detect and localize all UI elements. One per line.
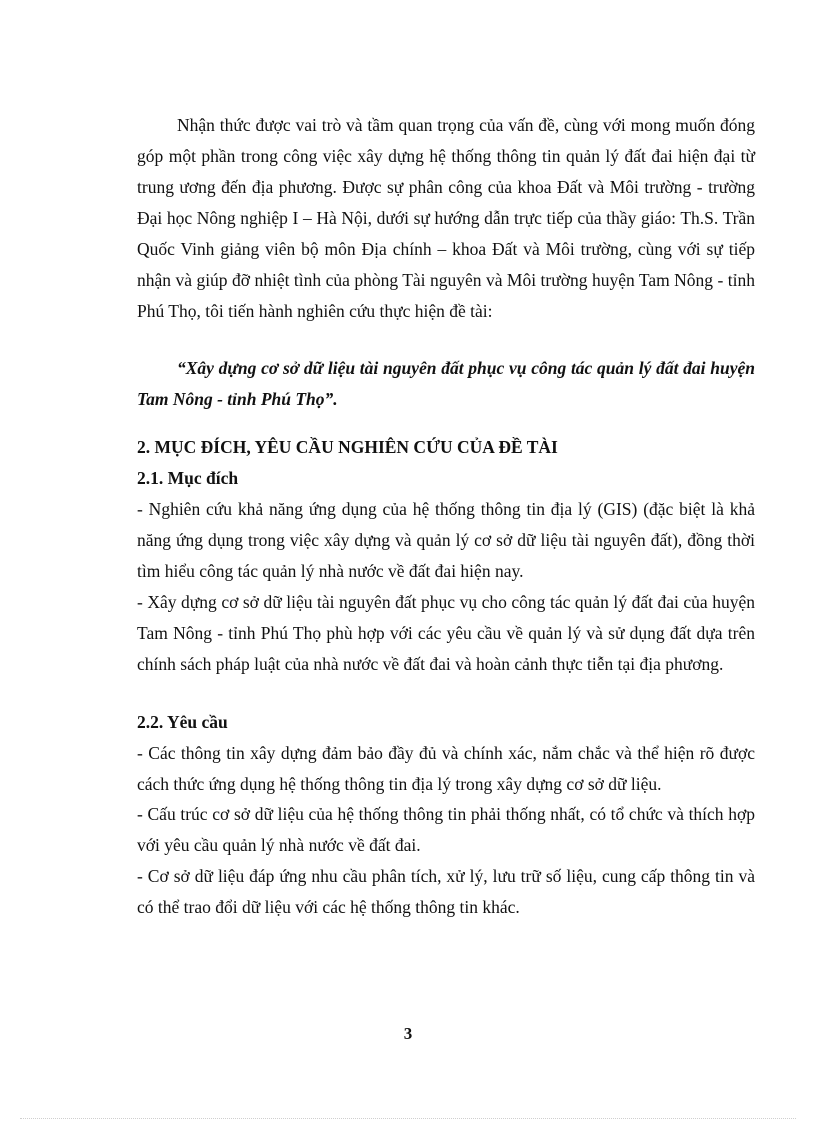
topic-title: “Xây dựng cơ sở dữ liệu tài nguyên đất phục vụ công tác quản lý đất đai huyện Tam Nông - tỉnh Phú Thọ”. xyxy=(137,358,755,409)
subsection-heading-requirements: 2.2. Yêu cầu xyxy=(137,712,228,732)
page-bottom-divider xyxy=(20,1118,796,1119)
requirement-item-1: - Các thông tin xây dựng đảm bảo đầy đủ và chính xác, nắm chắc và thể hiện rõ được cách thức ứng dụng hệ thống thông tin địa lý trong xây dựng cơ sở dữ liệu. xyxy=(137,743,755,794)
intro-paragraph: Nhận thức được vai trò và tầm quan trọng của vấn đề, cùng với mong muốn đóng góp một phần trong công việc xây dựng hệ thống thông tin quản lý đất đai hiện đại từ trung ương đến địa phương. Được sự phân công của khoa Đất và Môi trường - trường Đại học Nông nghiệp I – Hà Nội, dưới sự hướng dẫn trực tiếp của thầy giáo: Th.S. Trần Quốc Vinh giảng viên bộ môn Địa chính – khoa Đất và Môi trường, cùng với sự tiếp nhận và giúp đỡ nhiệt tình của phòng Tài nguyên và Môi trường huyện Tam Nông - tỉnh Phú Thọ, tôi tiến hành nghiên cứu thực hiện đề tài: xyxy=(137,115,755,321)
page-number: 3 xyxy=(403,1024,413,1043)
section-heading: 2. MỤC ĐÍCH, YÊU CẦU NGHIÊN CỨU CỦA ĐỀ TÀI xyxy=(137,437,558,457)
purpose-item-2: - Xây dựng cơ sở dữ liệu tài nguyên đất phục vụ cho công tác quản lý đất đai của huyện Tam Nông - tỉnh Phú Thọ phù hợp với các yêu cầu về quản lý và sử dụng đất dựa trên chính sách pháp luật của nhà nước về đất đai và hoàn cảnh thực tiễn tại địa phương. xyxy=(137,592,755,674)
subsection-heading-purpose: 2.1. Mục đích xyxy=(137,468,239,488)
requirement-item-2: - Cấu trúc cơ sở dữ liệu của hệ thống thông tin phải thống nhất, có tổ chức và thích hợp với yêu cầu quản lý nhà nước về đất đai. xyxy=(137,804,755,855)
requirement-item-3: - Cơ sở dữ liệu đáp ứng nhu cầu phân tích, xử lý, lưu trữ số liệu, cung cấp thông tin và có thể trao đổi dữ liệu với các hệ thống thông tin khác. xyxy=(137,866,755,917)
purpose-item-1: - Nghiên cứu khả năng ứng dụng của hệ thống thông tin địa lý (GIS) (đặc biệt là khả năng ứng dụng trong việc xây dựng và quản lý cơ sở dữ liệu tài nguyên đất), đồng thời tìm hiểu công tác quản lý nhà nước về đất đai hiện nay. xyxy=(137,499,755,581)
